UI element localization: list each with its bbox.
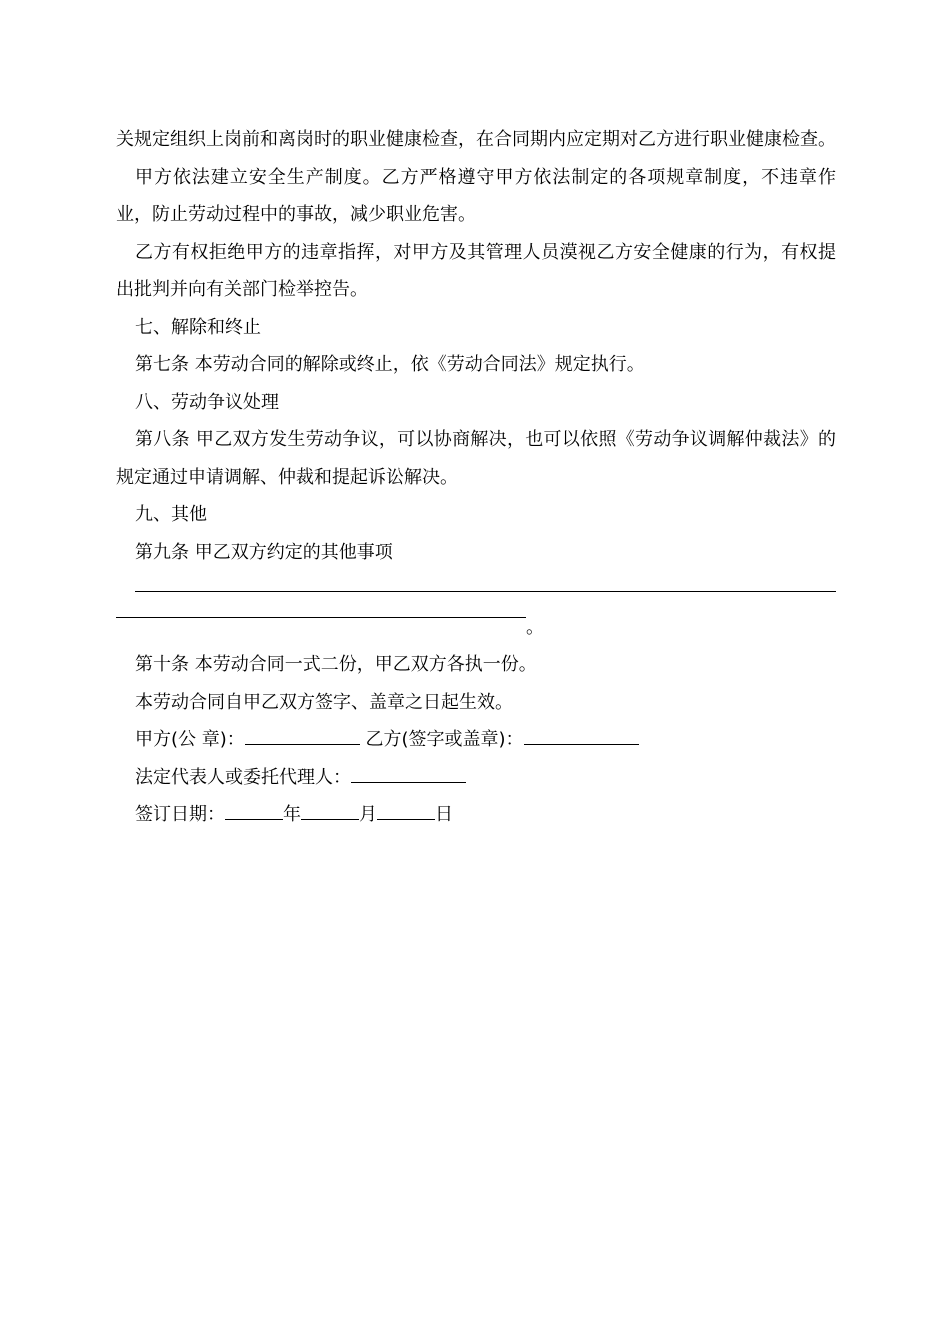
document-body [116,121,836,834]
effective-clause: 本劳动合同自甲乙双方签字、盖章之日起生效。 [135,691,513,713]
party-a-label: 甲方(公 章)： [135,729,245,750]
article-8: 第八条 甲乙双方发生劳动争议，可以协商解决，也可以依照《劳动争议调解仲裁法》的规定通过申请调解、仲裁和提起诉讼解决。 [116,429,836,488]
party-a-blank [245,724,360,745]
fill-in-rule [135,591,836,592]
day-label: 日 [435,804,453,825]
paragraph-refusal-right: 乙方有权拒绝甲方的违章指挥，对甲方及其管理人员漠视乙方安全健康的行为，有权提出批判并向有关部门检举控告。 [116,241,836,300]
paragraph-health-check: 关规定组织上岗前和离岗时的职业健康检查，在合同期内应定期对乙方进行职业健康检查。 [116,129,836,150]
fill-in-rule [116,617,526,618]
representative-blank [351,762,466,783]
other-matters-blank-line-1 [116,571,836,609]
party-signature-line [116,721,836,759]
day-blank [377,799,435,820]
blank-end-mark: 。 [526,616,544,638]
section-heading-other: 九、其他 [135,504,207,525]
signing-date-line [116,796,836,834]
party-b-label: 乙方(签字或盖章)： [365,729,524,750]
party-b-blank [524,724,639,745]
article-7: 第七条 本劳动合同的解除或终止，依《劳动合同法》规定执行。 [135,354,645,375]
date-label: 签订日期： [135,804,225,825]
article-9: 第九条 甲乙双方约定的其他事项 [135,541,393,563]
year-label: 年 [283,804,301,825]
section-heading-termination: 七、解除和终止 [135,316,261,338]
other-matters-blank-line-2 [116,609,836,647]
year-blank [225,799,283,820]
section-heading-dispute: 八、劳动争议处理 [135,391,279,413]
representative-label: 法定代表人或委托代理人： [135,766,351,788]
representative-line [116,759,836,797]
month-label: 月 [359,804,377,825]
article-10: 第十条 本劳动合同一式二份，甲乙双方各执一份。 [135,654,537,675]
month-blank [301,799,359,820]
paragraph-safety-system: 甲方依法建立安全生产制度。乙方严格遵守甲方依法制定的各项规章制度，不违章作业，防止劳动过程中的事故，减少职业危害。 [116,166,836,225]
